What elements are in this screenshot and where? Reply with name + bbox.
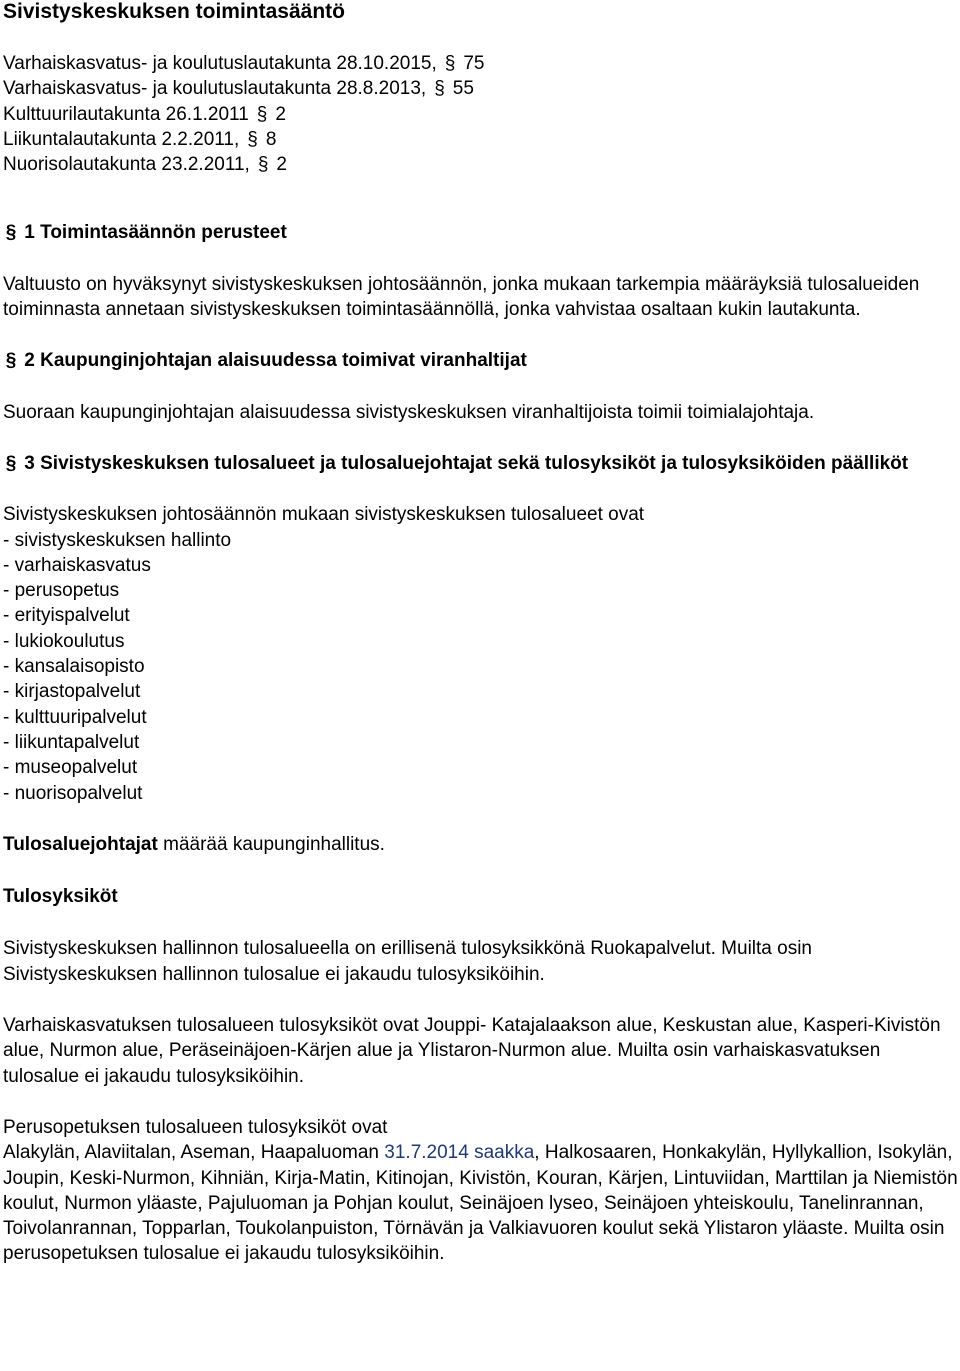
early-education-units-text: Varhaiskasvatuksen tulosalueen tulosyksiköt ovat Jouppi- Katajalaakson alue, Keskustan alue, Kasperi-Kivistön alue, Nurmon alue, Peräseinäjoen-Kärjen alue ja Ylistaron-Nurmon alue. Muilta osin varhaiskasvatuksen tulosalue ei jakaudu tulosyksiköihin.	[3, 1015, 941, 1087]
list-item: - kansalaisopisto	[3, 656, 145, 678]
section-sign: §	[444, 53, 456, 74]
approval-line: Nuorisolautakunta 23.2.2011, § 2	[3, 152, 958, 177]
list-item: - liikuntapalvelut	[3, 731, 140, 753]
result-areas-list	[3, 528, 958, 806]
leaders-term: Tulosaluejohtajat	[3, 833, 158, 855]
leaders-paragraph: Tulosaluejohtajat määrää kaupunginhallitus.	[3, 833, 385, 855]
list-item: - kulttuuripalvelut	[3, 706, 147, 728]
approval-line: Varhaiskasvatus- ja koulutuslautakunta 28.10.2015, § 75	[3, 51, 958, 76]
section-3-heading: § 3 Sivistyskeskuksen tulosalueet ja tulosaluejohtajat sekä tulosyksiköt ja tulosyksiköiden päälliköt	[3, 451, 958, 476]
basic-education-list: Alakylän, Alaviitalan, Aseman, Haapaluoman 31.7.2014 saakka, Halkosaaren, Honkakylän, Hyllykallion, Isokylän, Joupin, Keski-Nurmon, Kihniän, Kirja-Matin, Kitinojan, Kivistön, Kouran, Kärjen, Lintuviidan, Marttilan ja Niemistön koulut, Nurmon yläaste, Pajuluoman ja Pohjan koulut, Seinäjoen lyseo, Seinäjoen yhteiskoulu, Tanelinrannan, Toivolanrannan, Topparlan, Toukolanpuiston, Törnävän ja Valkiavuoren koulut sekä Ylistaron yläaste. Muilta osin perusopetuksen tulosalue ei jakaudu tulosyksiköihin.	[3, 1142, 958, 1265]
date-highlight: 31.7.2014 saakka	[384, 1142, 535, 1164]
result-areas-intro: Sivistyskeskuksen johtosäännön mukaan sivistyskeskuksen tulosalueet ovat	[3, 504, 645, 526]
section-sign: §	[5, 222, 17, 244]
units-heading: Tulosyksiköt	[3, 886, 118, 908]
list-item: - kirjastopalvelut	[3, 681, 141, 703]
section-2-text: Suoraan kaupunginjohtajan alaisuudessa sivistyskeskuksen viranhaltijoista toimii toimialajohtaja.	[3, 401, 815, 423]
approval-line: Liikuntalautakunta 2.2.2011, § 8	[3, 127, 958, 152]
section-sign: §	[434, 78, 445, 100]
document-page	[3, 0, 958, 1267]
section-1-text: Valtuusto on hyväksynyt sivistyskeskuksen johtosäännön, jonka mukaan tarkempia määräyksiä tulosalueiden toiminnasta annetaan sivistyskeskuksen toimintasäännöllä, jonka vahvistaa osaltaan kukin lautakunta.	[3, 273, 920, 321]
list-item: - perusopetus	[3, 580, 120, 602]
approval-line: Kulttuurilautakunta 26.1.2011 § 2	[3, 102, 958, 127]
admin-units-text: Sivistyskeskuksen hallinnon tulosalueella on erillisenä tulosyksikkönä Ruokapalvelut. Muilta osin Sivistyskeskuksen hallinnon tulosalue ei jakaudu tulosyksiköihin.	[3, 938, 812, 985]
basic-education-intro: Perusopetuksen tulosalueen tulosyksiköt ovat	[3, 1116, 388, 1138]
result-areas-block	[3, 502, 958, 806]
section-1-heading: § 1 Toimintasäännön perusteet	[3, 220, 958, 245]
section-sign: §	[247, 128, 258, 150]
list-item: - lukiokoulutus	[3, 630, 125, 652]
section-2-heading: § 2 Kaupunginjohtajan alaisuudessa toimivat viranhaltijat	[3, 348, 958, 373]
list-item: - nuorisopalvelut	[3, 782, 143, 804]
document-title: Sivistyskeskuksen toimintasääntö	[3, 0, 345, 23]
section-sign: §	[256, 103, 268, 125]
list-item: - erityispalvelut	[3, 605, 130, 627]
approval-line: Varhaiskasvatus- ja koulutuslautakunta 28.8.2013, § 55	[3, 76, 958, 101]
list-item: - varhaiskasvatus	[3, 554, 151, 576]
section-sign: §	[5, 350, 17, 372]
section-sign: §	[5, 452, 17, 474]
list-item: - sivistyskeskuksen hallinto	[3, 529, 232, 551]
list-item: - museopalvelut	[3, 757, 138, 779]
approval-list	[3, 51, 958, 177]
basic-education-units	[3, 1115, 958, 1267]
section-sign: §	[257, 154, 269, 176]
